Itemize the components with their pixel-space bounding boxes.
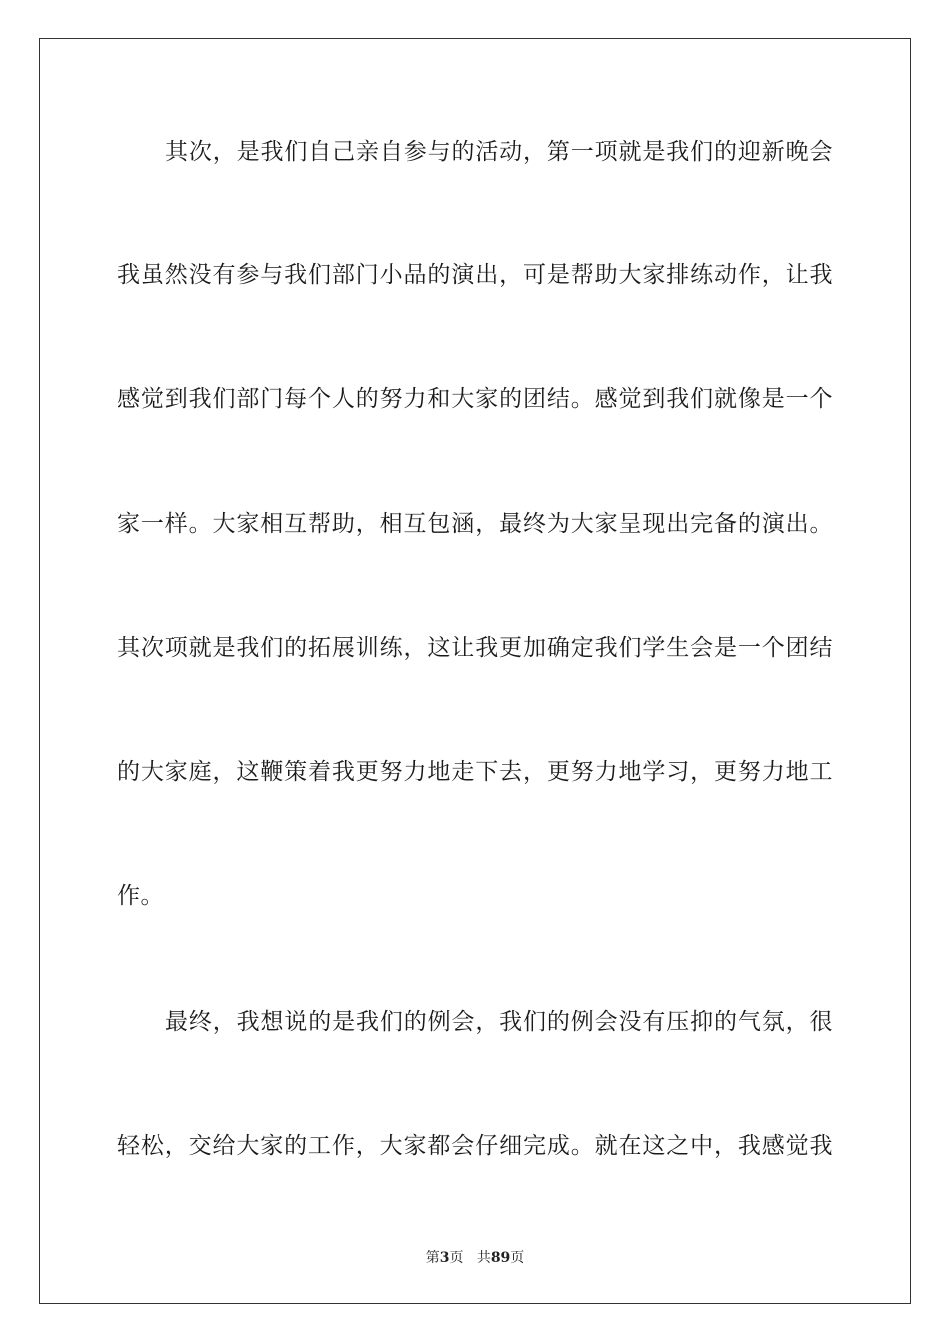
- paragraph-line-6: 的大家庭，这鞭策着我更努力地走下去，更努力地学习，更努力地工: [117, 759, 833, 785]
- paragraph-line-5: 其次项就是我们的拓展训练，这让我更加确定我们学生会是一个团结: [117, 635, 833, 661]
- footer-page-prefix: 第: [425, 1250, 440, 1266]
- page-border: [39, 38, 911, 1304]
- paragraph-line-8: 最终，我想说的是我们的例会，我们的例会没有压抑的气氛，很: [165, 1009, 833, 1035]
- paragraph-line-1: 其次，是我们自己亲自参与的活动，第一项就是我们的迎新晚会: [165, 139, 833, 165]
- footer-total-suffix: 页: [510, 1250, 525, 1266]
- paragraph-line-2: 我虽然没有参与我们部门小品的演出，可是帮助大家排练动作，让我: [117, 262, 833, 288]
- footer-total-prefix: 共: [476, 1250, 491, 1266]
- footer-total-pages: 89: [490, 1250, 511, 1266]
- paragraph-line-4: 家一样。大家相互帮助，相互包涵，最终为大家呈现出完备的演出。: [117, 511, 833, 537]
- paragraph-line-9: 轻松，交给大家的工作，大家都会仔细完成。就在这之中，我感觉我: [117, 1133, 833, 1159]
- paragraph-line-7: 作。: [117, 883, 164, 909]
- footer-page-number: 3: [439, 1250, 450, 1266]
- page-footer: [0, 1249, 950, 1267]
- paragraph-line-3: 感觉到我们部门每个人的努力和大家的团结。感觉到我们就像是一个: [117, 386, 833, 412]
- footer-page-suffix: 页: [449, 1250, 464, 1266]
